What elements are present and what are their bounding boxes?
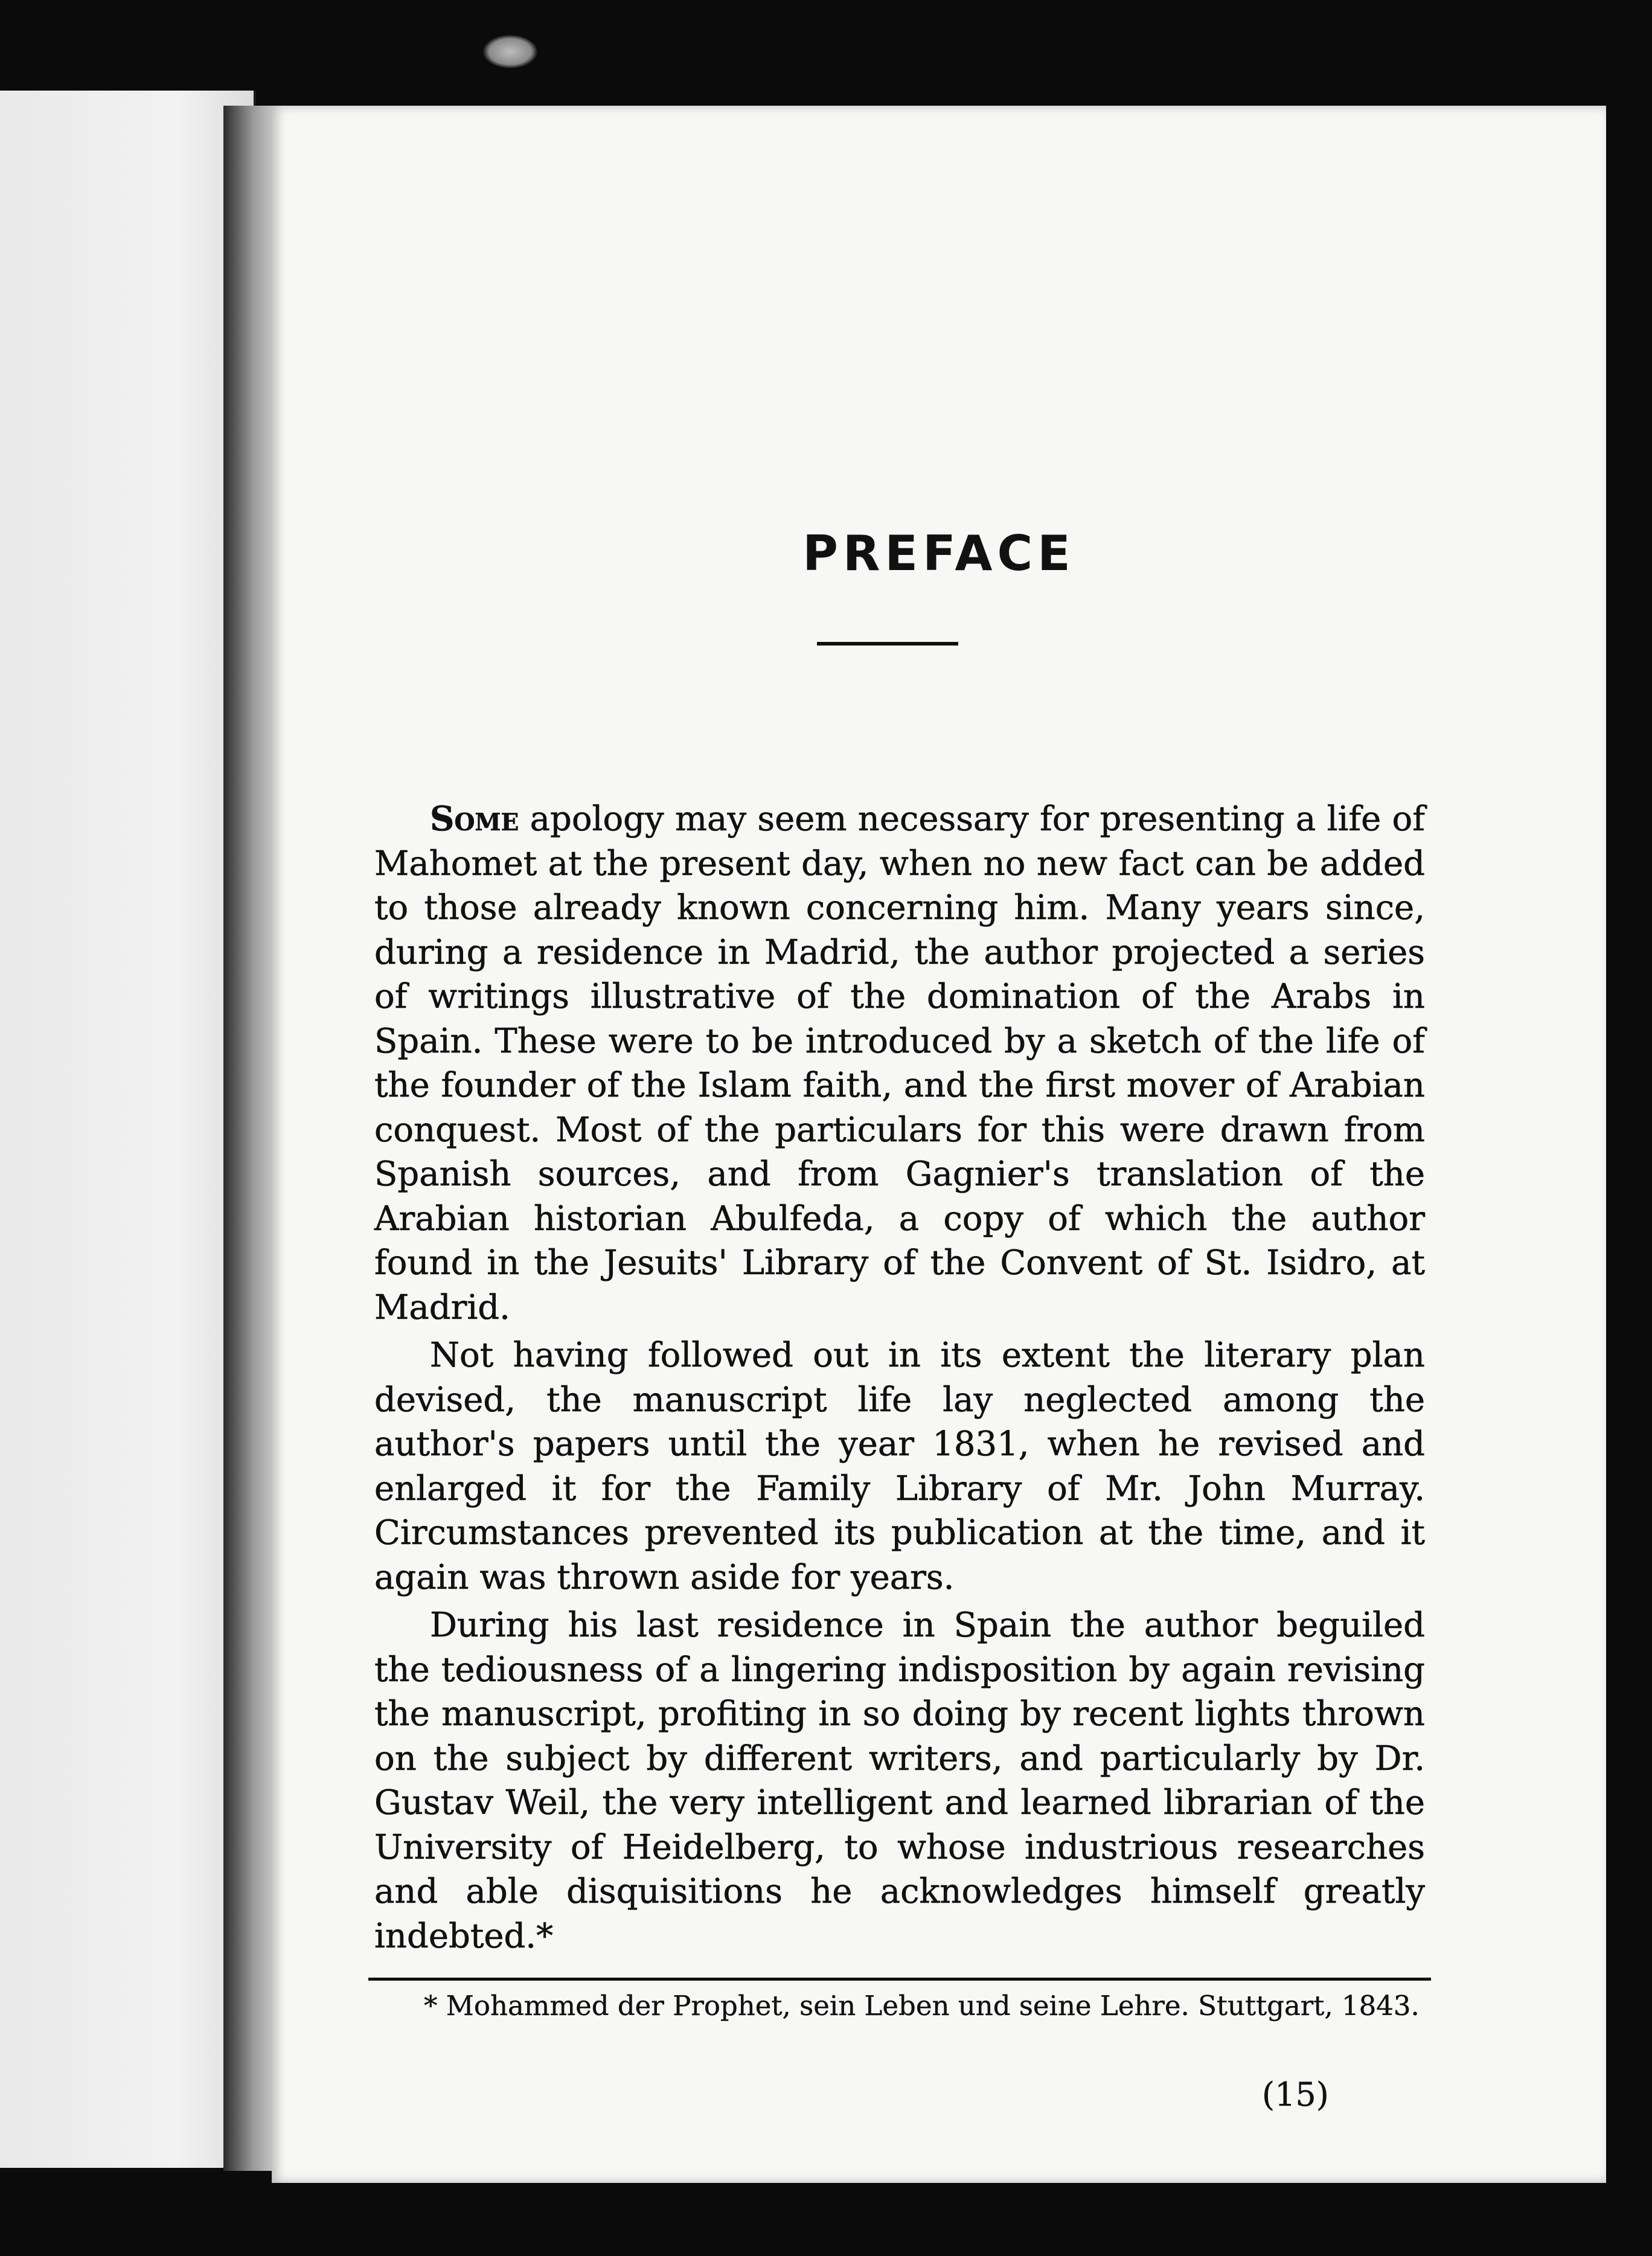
footnote: * Mohammed der Prophet, sein Leben und seine Lehre. Stuttgart, 1843.	[424, 1990, 1420, 2022]
book-page	[272, 106, 1606, 2183]
footnote-rule	[368, 1978, 1431, 1981]
title-rule	[817, 642, 958, 646]
paragraph-1-text: apology may seem necessary for presenting a life of Mahomet at the present day, when no new fact can be added to those already known concerning him. Many years since, during a residence in Madrid, the author projected a series of writings illustrative of the domination of the Arabs in Spain. These were to be introduced by a sketch of the life of the founder of the Islam faith, and the first mover of Arabian conquest. Most of the particulars for this were drawn from Spanish sources, and from Gagnier's translation of the Arabian historian Abulfeda, a copy of which the author found in the Jesuits' Library of the Convent of St. Isidro, at Madrid.	[374, 800, 1425, 1327]
facing-page	[0, 91, 256, 2168]
scan-speck	[483, 35, 537, 68]
paragraph-1	[374, 797, 1425, 1330]
paragraph-1-lead: Some	[430, 799, 519, 839]
book-spine-shadow	[223, 106, 278, 2171]
preface-body	[374, 797, 1425, 1962]
page-title: PREFACE	[802, 525, 1075, 582]
paragraph-3: During his last residence in Spain the author beguiled the tediousness of a lingering indisposition by again revising the manuscript, profiting in so doing by recent lights thrown on the subject by different writers, and particularly by Dr. Gustav Weil, the very intelligent and learned librarian of the University of Heidelberg, to whose industrious researches and able disquisitions he acknowledges himself greatly indebted.*	[374, 1606, 1425, 1956]
page-number: (15)	[1262, 2075, 1329, 2113]
paragraph-2: Not having followed out in its extent the literary plan devised, the manuscript life lay neglected among the author's papers until the year 1831, when he revised and enlarged it for the Family Library of Mr. John Murray. Circumstances prevented its publication at the time, and it again was thrown aside for years.	[374, 1336, 1425, 1597]
